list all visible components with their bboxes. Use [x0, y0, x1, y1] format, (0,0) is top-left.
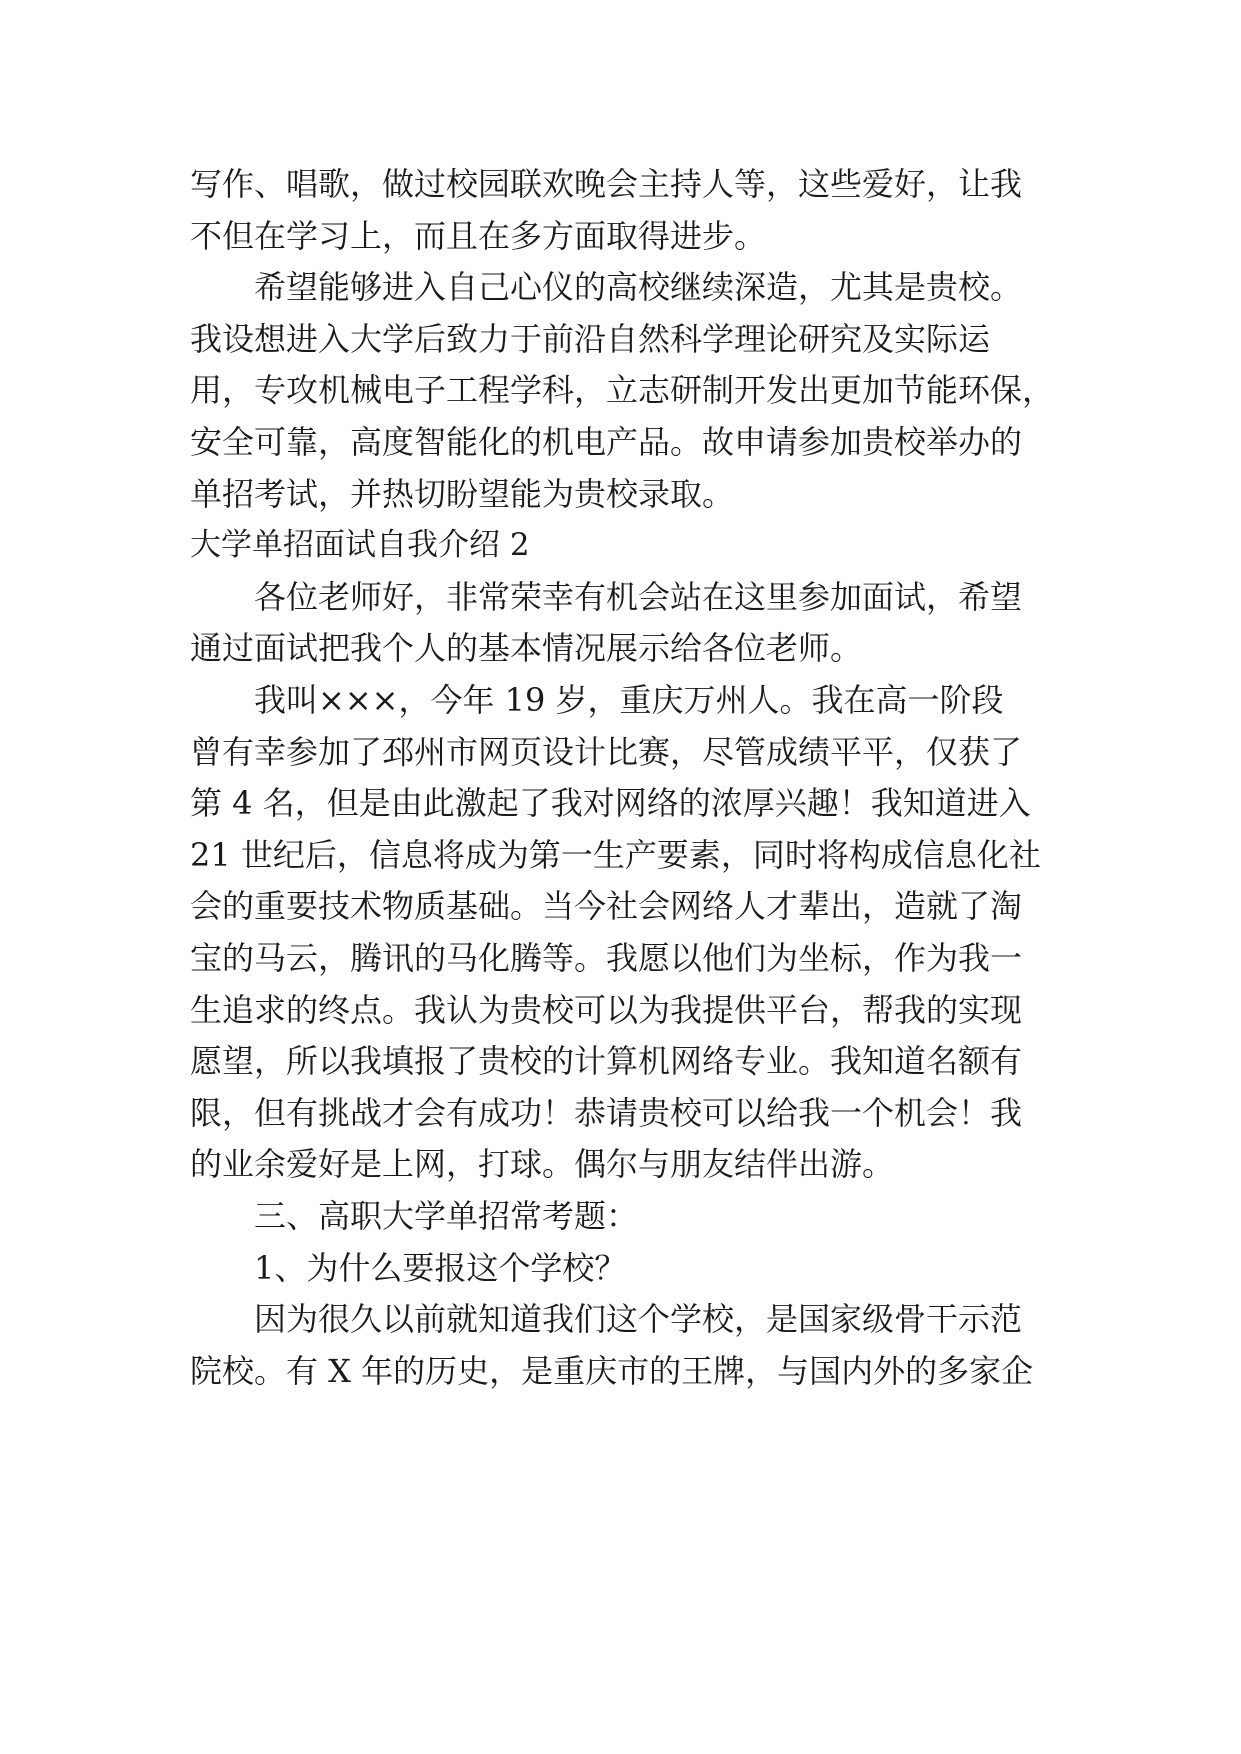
text-line: 用，专攻机械电子工程学科，立志研制开发出更加节能环保， [190, 371, 1055, 410]
question-line: 1、为什么要报这个学校？ [254, 1248, 627, 1287]
text-line: 院校。有 X 年的历史，是重庆市的王牌，与国内外的多家企 [190, 1351, 1034, 1390]
text-line: 不但在学习上，而且在多方面取得进步。 [190, 216, 767, 255]
subsection-heading: 三、高职大学单招常考题： [254, 1197, 639, 1235]
text-line: 写作、唱歌，做过校园联欢晚会主持人等，这些爱好，让我 [190, 165, 1023, 203]
paragraph-first-line: 各位老师好，非常荣幸有机会站在这里参加面试，希望 [254, 577, 1023, 616]
text-line: 通过面试把我个人的基本情况展示给各位老师。 [190, 629, 863, 668]
text-line: 会的重要技术物质基础。当今社会网络人才辈出，造就了淘 [190, 887, 1023, 926]
text-line: 的业余爱好是上网，打球。偶尔与朋友结伴出游。 [190, 1145, 895, 1184]
section-heading: 大学单招面试自我介绍 2 [190, 527, 530, 564]
paragraph-first-line: 希望能够进入自己心仪的高校继续深造，尤其是贵校。 [254, 268, 1023, 307]
text-line: 宝的马云，腾讯的马化腾等。我愿以他们为坐标，作为我一 [190, 939, 1023, 977]
paragraph-first-line: 我叫×××，今年 19 岁，重庆万州人。我在高一阶段 [254, 681, 1004, 719]
text-line: 单招考试，并热切盼望能为贵校录取。 [190, 474, 735, 513]
text-line: 第 4 名，但是由此激起了我对网络的浓厚兴趣！我知道进入 [190, 784, 1031, 823]
text-line: 愿望，所以我填报了贵校的计算机网络专业。我知道名额有 [190, 1042, 1023, 1081]
text-line: 安全可靠，高度智能化的机电产品。故申请参加贵校举办的 [190, 423, 1023, 461]
text-line: 限，但有挑战才会有成功！恭请贵校可以给我一个机会！我 [190, 1093, 1023, 1132]
text-line: 曾有幸参加了邳州市网页设计比赛，尽管成绩平平，仅获了 [190, 732, 1023, 771]
text-line: 生追求的终点。我认为贵校可以为我提供平台，帮我的实现 [190, 990, 1023, 1029]
paragraph-first-line: 因为很久以前就知道我们这个学校，是国家级骨干示范 [254, 1300, 1023, 1339]
text-line: 我设想进入大学后致力于前沿自然科学理论研究及实际运 [190, 319, 991, 358]
text-line: 21 世纪后，信息将成为第一生产要素，同时将构成信息化社 [190, 835, 1041, 874]
